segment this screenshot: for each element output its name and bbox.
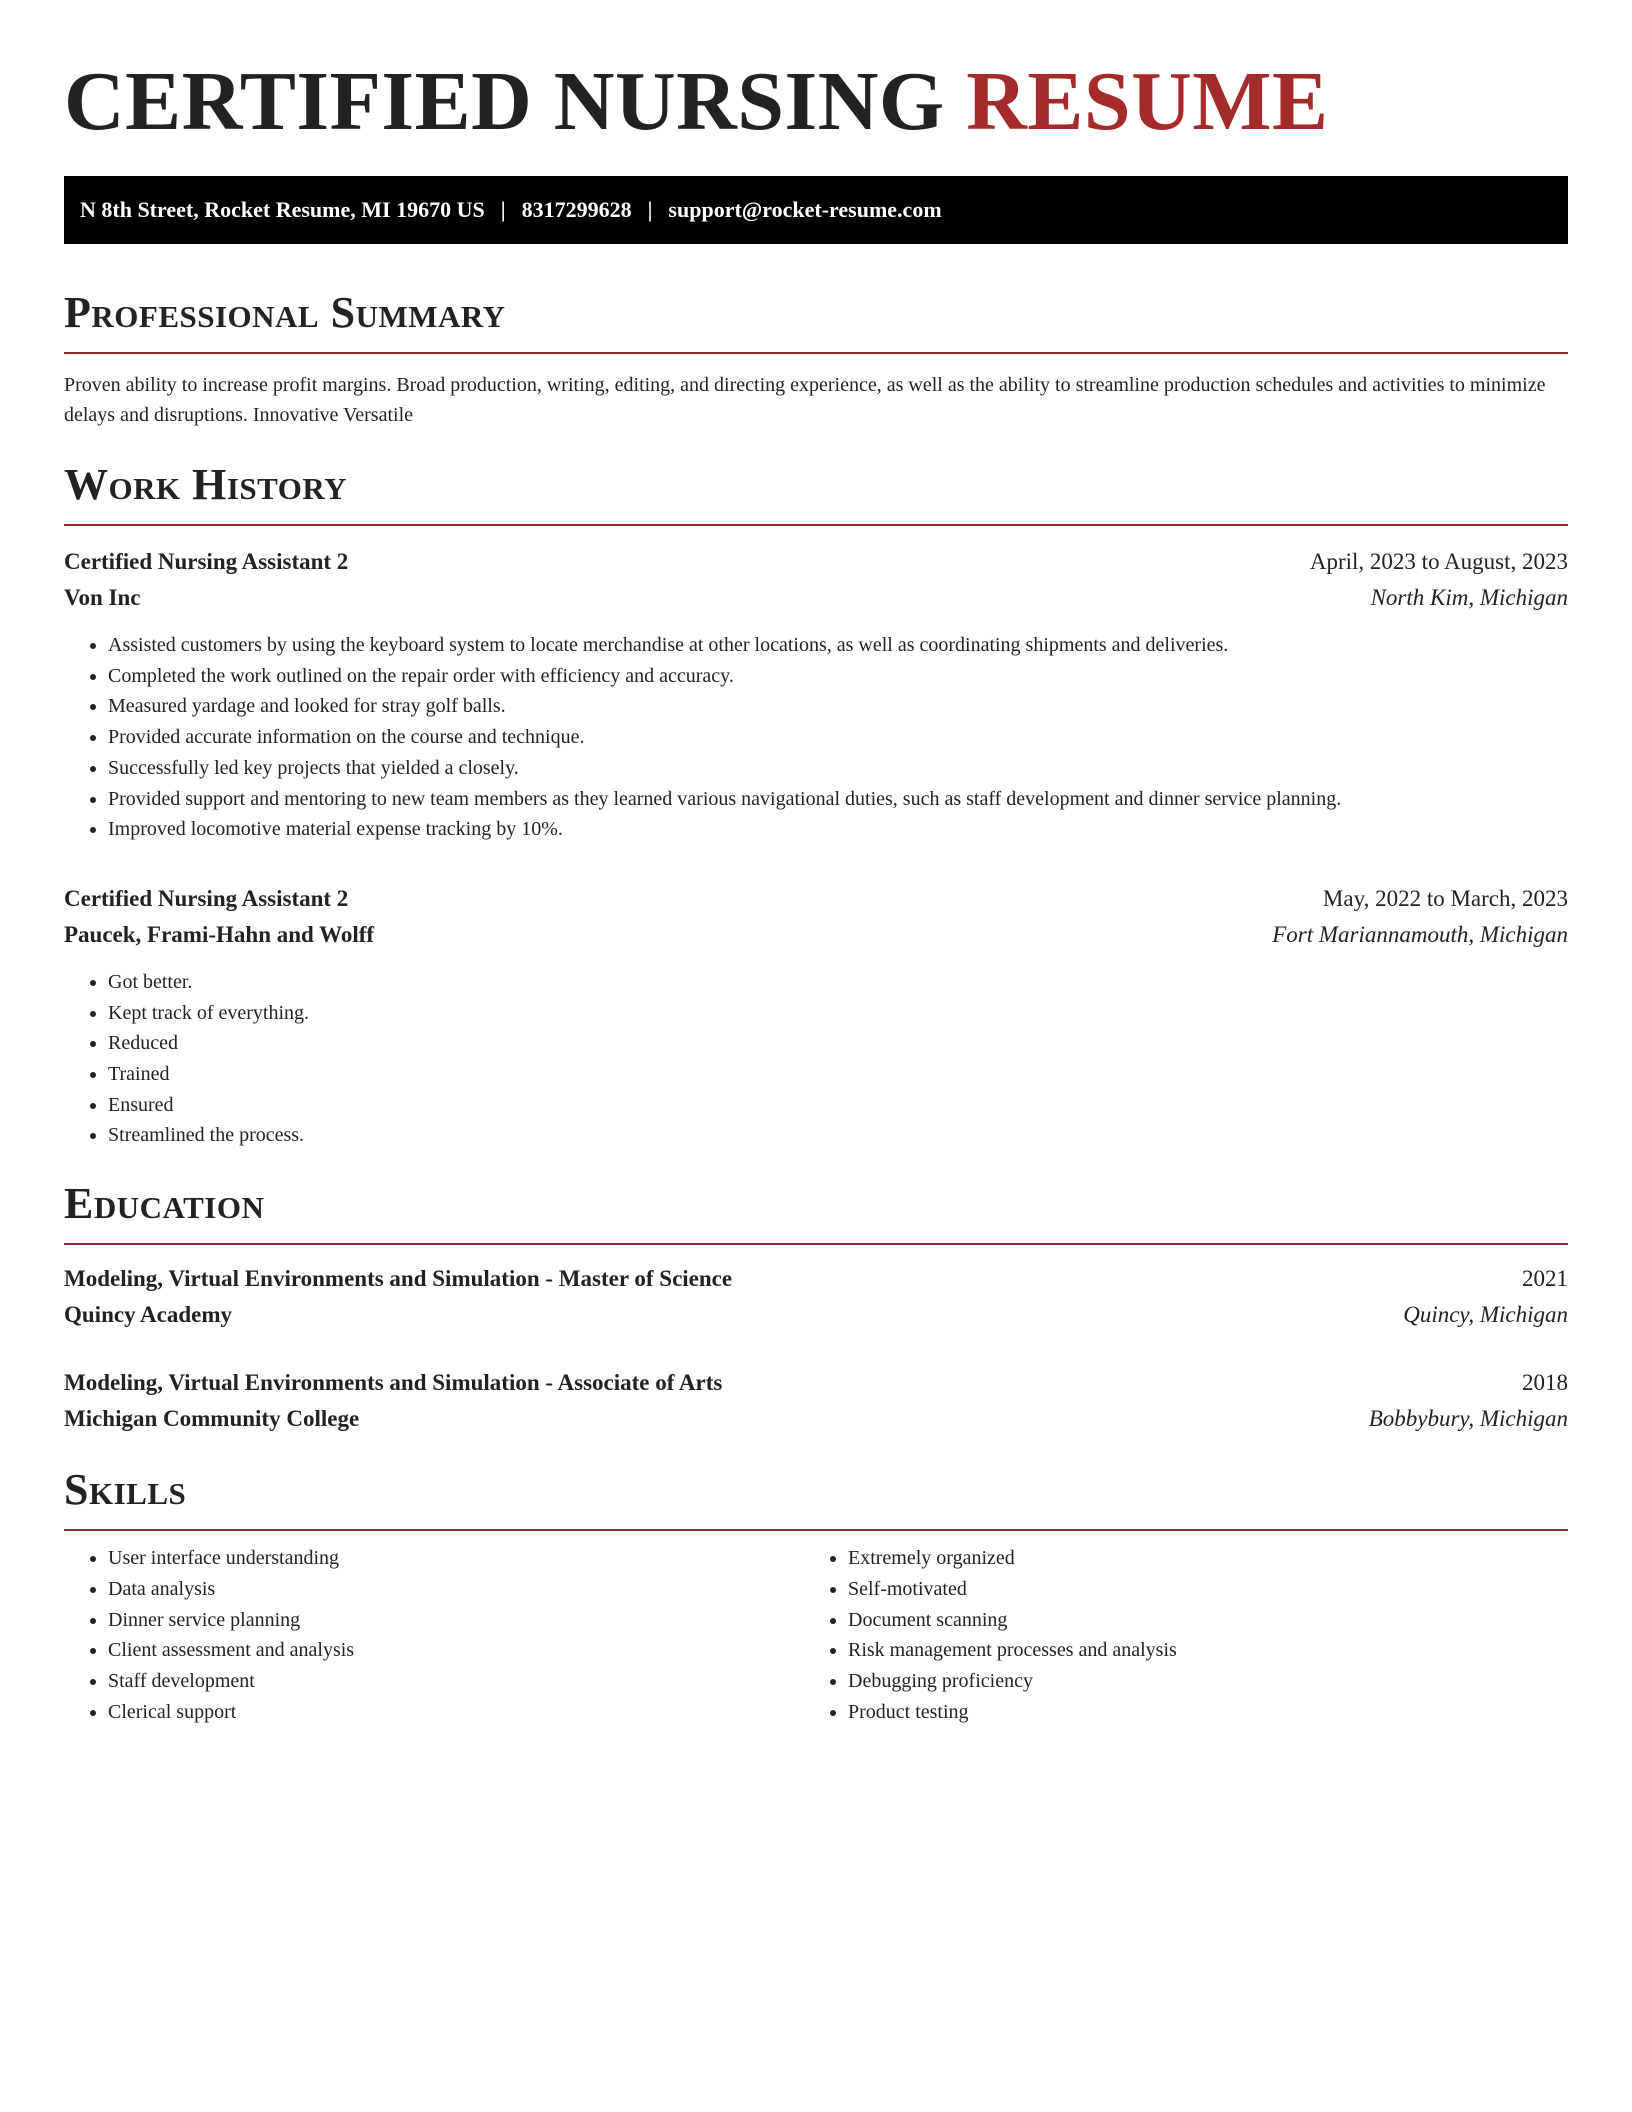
education-school: Quincy Academy bbox=[64, 1302, 233, 1328]
contact-separator: | bbox=[647, 197, 653, 222]
skill-item: • Risk management processes and analysis bbox=[848, 1635, 1544, 1666]
contact-address: N 8th Street, Rocket Resume, MI 19670 US bbox=[80, 197, 485, 222]
job-bullet: • Got better. bbox=[108, 967, 1568, 998]
education-year: 2021 bbox=[1522, 1266, 1568, 1292]
skills-column-right bbox=[804, 1543, 1544, 1727]
summary-text: Proven ability to increase profit margins. Broad production, writing, editing, and directing experience, as well as the ability to streamline production schedules and activities to minimize delays and disruptions. Innovative Versatile bbox=[64, 374, 1546, 426]
title-main: CERTIFIED NURSING bbox=[64, 55, 945, 148]
job-title: Certified Nursing Assistant 2 bbox=[64, 549, 349, 574]
resume-title bbox=[64, 52, 1568, 152]
skill-item: • Clerical support bbox=[108, 1697, 804, 1728]
job-bullet: • Trained bbox=[108, 1059, 1568, 1090]
job-bullets bbox=[64, 967, 1568, 1151]
job-bullet: • Reduced bbox=[108, 1028, 1568, 1059]
job-bullet: • Streamlined the process. bbox=[108, 1120, 1568, 1151]
job-entry bbox=[64, 544, 1568, 845]
work-history-section bbox=[64, 460, 1568, 1151]
job-company-row bbox=[64, 917, 1568, 953]
job-company-row bbox=[64, 580, 1568, 616]
job-bullet: • Completed the work outlined on the repair order with efficiency and accuracy. bbox=[108, 661, 1568, 692]
skill-item: • User interface understanding bbox=[108, 1543, 804, 1574]
contact-email: support@rocket-resume.com bbox=[668, 197, 942, 222]
education-school-row bbox=[64, 1401, 1568, 1437]
job-company: Von Inc bbox=[64, 585, 141, 610]
job-location: Fort Mariannamouth, Michigan bbox=[1272, 921, 1568, 947]
education-school-row bbox=[64, 1297, 1568, 1333]
professional-summary-section bbox=[64, 288, 1568, 430]
education-degree-row bbox=[64, 1261, 1568, 1297]
skill-item: • Debugging proficiency bbox=[848, 1666, 1544, 1697]
section-heading-work: Work History bbox=[64, 460, 1568, 526]
skill-item: • Data analysis bbox=[108, 1574, 804, 1605]
job-dates: April, 2023 to August, 2023 bbox=[1309, 549, 1568, 574]
skill-item: • Client assessment and analysis bbox=[108, 1635, 804, 1666]
education-section bbox=[64, 1179, 1568, 1437]
education-entry bbox=[64, 1365, 1568, 1437]
education-school: Michigan Community College bbox=[64, 1406, 360, 1432]
skills-column-left bbox=[64, 1543, 804, 1727]
job-bullet: • Ensured bbox=[108, 1090, 1568, 1121]
job-bullet: • Provided accurate information on the course and technique. bbox=[108, 722, 1568, 753]
education-degree: Modeling, Virtual Environments and Simulation - Associate of Arts bbox=[64, 1370, 723, 1396]
education-location: Quincy, Michigan bbox=[1403, 1302, 1568, 1328]
education-year: 2018 bbox=[1522, 1370, 1568, 1396]
skill-item: • Staff development bbox=[108, 1666, 804, 1697]
job-bullets bbox=[64, 630, 1568, 845]
education-location: Bobbybury, Michigan bbox=[1368, 1406, 1568, 1432]
education-degree: Modeling, Virtual Environments and Simulation - Master of Science bbox=[64, 1266, 733, 1292]
job-location: North Kim, Michigan bbox=[1370, 585, 1568, 610]
skills-grid bbox=[64, 1543, 1568, 1727]
section-heading-education: Education bbox=[64, 1179, 1568, 1245]
job-bullet: • Assisted customers by using the keyboard system to locate merchandise at other locations, as well as coordinating shipments and deliveries. bbox=[108, 630, 1568, 661]
education-entry bbox=[64, 1261, 1568, 1333]
job-bullet: • Provided support and mentoring to new team members as they learned various navigational duties, such as staff development and dinner service planning. bbox=[108, 784, 1568, 815]
job-bullet: • Improved locomotive material expense tracking by 10%. bbox=[108, 814, 1568, 845]
job-title: Certified Nursing Assistant 2 bbox=[64, 885, 349, 911]
job-header-row bbox=[64, 881, 1568, 917]
job-company: Paucek, Frami-Hahn and Wolff bbox=[64, 921, 375, 947]
job-bullet: • Measured yardage and looked for stray golf balls. bbox=[108, 691, 1568, 722]
contact-bar bbox=[64, 176, 1568, 244]
job-entry bbox=[64, 881, 1568, 1151]
skill-item: • Document scanning bbox=[848, 1605, 1544, 1636]
skill-item: • Dinner service planning bbox=[108, 1605, 804, 1636]
job-bullet: • Kept track of everything. bbox=[108, 998, 1568, 1029]
skill-item: • Self-motivated bbox=[848, 1574, 1544, 1605]
skill-item: • Extremely organized bbox=[848, 1543, 1544, 1574]
contact-separator: | bbox=[500, 197, 506, 222]
skill-item: • Product testing bbox=[848, 1697, 1544, 1728]
section-heading-skills: Skills bbox=[64, 1465, 1568, 1531]
job-dates: May, 2022 to March, 2023 bbox=[1322, 885, 1568, 911]
education-degree-row bbox=[64, 1365, 1568, 1401]
skills-section bbox=[64, 1465, 1568, 1727]
job-bullet: • Successfully led key projects that yielded a closely. bbox=[108, 753, 1568, 784]
section-heading-summary: Professional Summary bbox=[64, 288, 1568, 354]
job-header-row bbox=[64, 544, 1568, 580]
title-accent: RESUME bbox=[966, 55, 1329, 148]
contact-phone: 8317299628 bbox=[521, 197, 632, 222]
